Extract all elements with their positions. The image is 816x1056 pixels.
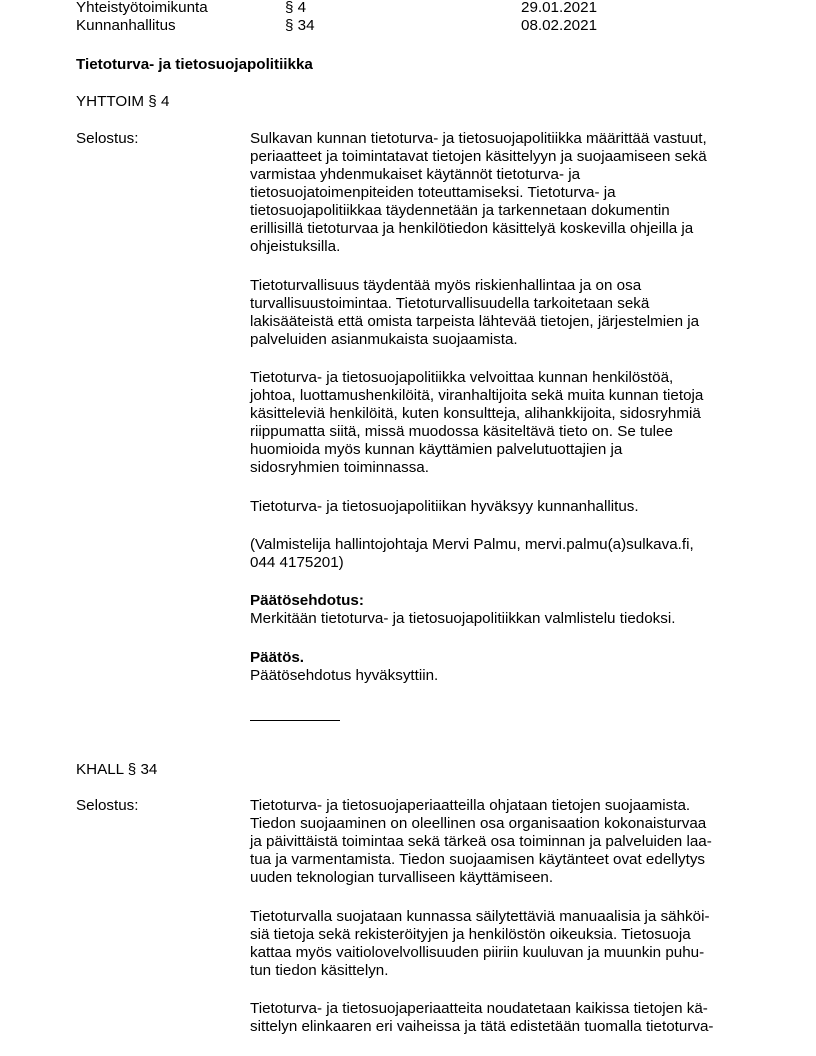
item1-para-4 <box>250 498 750 516</box>
line: (Valmistelija hallintojohtaja Mervi Palmu, mervi.palmu(a)sulkava.fi, <box>250 536 694 553</box>
line: Sulkavan kunnan tietoturva- ja tietosuojapolitiikka määrittää vastuut, <box>250 130 707 147</box>
item2-para-1 <box>250 797 750 887</box>
line: uuden teknologian turvalliseen käyttämiseen. <box>250 869 554 886</box>
decision-heading: Päätös. <box>250 649 305 666</box>
separator-line <box>250 720 340 721</box>
item1-para-2 <box>250 277 750 349</box>
item1-para-3 <box>250 369 750 477</box>
line: Tietoturva- ja tietosuojaperiaatteita noudatetaan kaikissa tietojen kä- <box>250 1000 708 1017</box>
line: Tietoturva- ja tietosuojapolitiikka velvoittaa kunnan henkilöstöä, <box>250 369 674 386</box>
line: sittelyn elinkaaren eri vaiheissa ja tätä edistetään tuomalla tietoturva- <box>250 1018 714 1035</box>
line: Tietoturvalla suojataan kunnassa säilytettäviä manuaalisia ja sähköi- <box>250 908 710 925</box>
header-date-1: 29.01.2021 <box>521 0 598 16</box>
header-body-2: Kunnanhallitus <box>76 17 176 34</box>
item2-para-2 <box>250 908 750 980</box>
proposal-heading: Päätösehdotus: <box>250 592 364 609</box>
line: siä tietoja sekä rekisteröityjen ja henkilöstön oikeuksia. Tietosuoja <box>250 926 691 943</box>
header-body-1: Yhteistyötoimikunta <box>76 0 208 16</box>
proposal-text: Merkitään tietoturva- ja tietosuojapolitiikkan valmlistelu tiedoksi. <box>250 610 676 627</box>
line: johtoa, luottamushenkilöitä, viranhaltijoita sekä muita kunnan tietoja <box>250 387 704 404</box>
line: tua ja varmentamista. Tiedon suojaamisen käytänteet ovat edellytys <box>250 851 706 868</box>
line: tun tiedon käsittelyn. <box>250 962 389 979</box>
line: palveluiden asianmukaista suojaamista. <box>250 331 518 348</box>
line: Tietoturva- ja tietosuojapolitiikan hyväksyy kunnanhallitus. <box>250 498 639 515</box>
line: tietosuojapolitiikkaa täydennetään ja tarkennetaan dokumentin <box>250 202 670 219</box>
line: huomioida myös kunnan käyttämien palvelutuottajien ja <box>250 441 623 458</box>
header-date-2: 08.02.2021 <box>521 17 598 34</box>
line: Tietoturva- ja tietosuojaperiaatteilla ohjataan tietojen suojaamista. <box>250 797 691 814</box>
line: varmistaa yhdenmukaiset käytännöt tietoturva- ja <box>250 166 581 183</box>
decision-text: Päätösehdotus hyväksyttiin. <box>250 667 439 684</box>
line: kattaa myös vaitiolovelvollisuuden piiriin kuuluvan ja muunkin puhu- <box>250 944 705 961</box>
item2-ref: KHALL § 34 <box>76 761 158 778</box>
item1-para-5 <box>250 536 750 572</box>
line: sidosryhmien toiminnassa. <box>250 459 429 476</box>
line: tietosuojatoimenpiteiden toteuttamiseksi. Tietoturva- ja <box>250 184 616 201</box>
line: 044 4175201) <box>250 554 344 571</box>
line: turvallisuustoimintaa. Tietoturvallisuudella tarkoitetaan sekä <box>250 295 650 312</box>
header-section-2: § 34 <box>285 17 315 34</box>
header-section-1: § 4 <box>285 0 307 16</box>
item2-para-3 <box>250 1000 750 1036</box>
line: käsitteleviä henkilöitä, kuten konsultteja, alihankkijoita, sidosryhmiä <box>250 405 701 422</box>
line: Tietoturvallisuus täydentää myös riskienhallintaa ja on osa <box>250 277 642 294</box>
item2-label: Selostus: <box>76 797 139 814</box>
item1-ref: YHTTOIM § 4 <box>76 93 170 110</box>
line: erillisillä tietoturvaa ja henkilötiedon käsittelyä koskevilla ohjeilla ja <box>250 220 694 237</box>
item1-label: Selostus: <box>76 130 139 147</box>
line: Tiedon suojaaminen on oleellinen osa organisaation kokonaisturvaa <box>250 815 707 832</box>
line: periaatteet ja toimintatavat tietojen käsittelyyn ja suojaamiseen sekä <box>250 148 707 165</box>
line: ohjeistuksilla. <box>250 238 341 255</box>
line: riippumatta siitä, missä muodossa käsiteltävä tieto on. Se tulee <box>250 423 673 440</box>
page-title: Tietoturva- ja tietosuojapolitiikka <box>76 56 313 73</box>
line: lakisääteistä että omista tarpeista lähtevää tietojen, järjestelmien ja <box>250 313 700 330</box>
item1-para-1 <box>250 130 750 256</box>
line: ja päivittäistä toimintaa sekä tärkeä osa toiminnan ja palveluiden laa- <box>250 833 712 850</box>
